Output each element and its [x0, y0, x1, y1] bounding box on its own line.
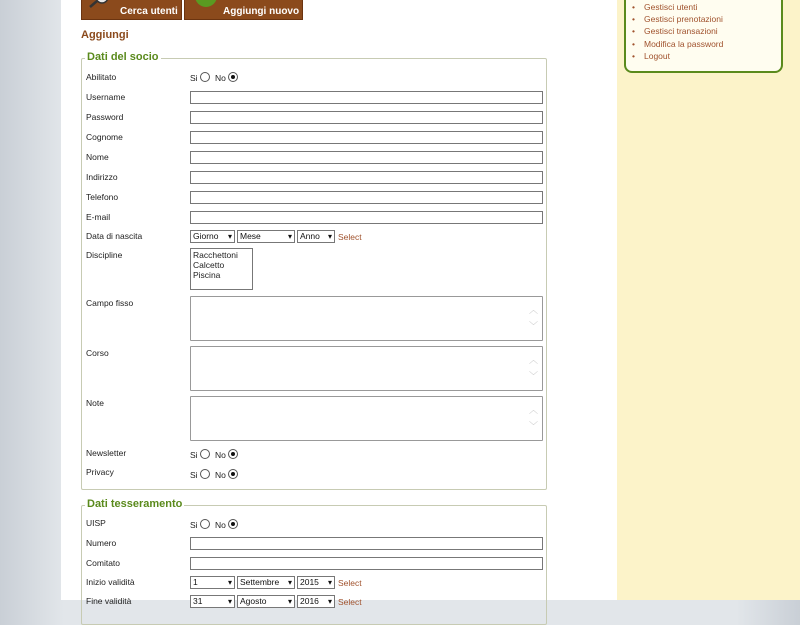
end-validity-label: Fine validità: [86, 596, 132, 606]
privacy-yes-label: Si: [190, 470, 198, 480]
end-day-select[interactable]: [190, 595, 235, 608]
surname-input[interactable]: [190, 131, 543, 144]
notes-label: Note: [86, 398, 104, 408]
menu-item-label: Gestisci prenotazioni: [644, 14, 723, 25]
chevron-down-icon: ▾: [327, 232, 332, 241]
menu-item-label: Logout: [644, 50, 670, 61]
newsletter-radio-group: [190, 449, 241, 461]
discipline-option[interactable]: Racchettoni: [193, 250, 238, 260]
end-day-value: 31: [193, 596, 203, 606]
address-label: Indirizzo: [86, 172, 118, 182]
end-select-link[interactable]: Select: [338, 597, 362, 607]
birth-select-link[interactable]: Select: [338, 232, 362, 242]
password-input[interactable]: [190, 111, 543, 124]
start-select-link[interactable]: Select: [338, 578, 362, 588]
course-label: Corso: [86, 348, 109, 358]
number-label: Numero: [86, 538, 117, 548]
enabled-label: Abilitato: [86, 72, 117, 82]
bullet-icon: •: [632, 14, 635, 25]
chevron-down-icon: ▾: [227, 578, 232, 587]
birth-day-value: Giorno: [193, 231, 219, 241]
menu-item-label: Gestisci utenti: [644, 2, 698, 12]
menu-item-manage-users[interactable]: [632, 2, 723, 14]
enabled-radio-group: [190, 72, 241, 84]
chevron-down-icon: ▾: [327, 597, 332, 606]
privacy-label: Privacy: [86, 467, 114, 477]
uisp-radio-group: [190, 519, 241, 531]
name-label: Nome: [86, 152, 109, 162]
committee-label: Comitato: [86, 558, 121, 568]
bullet-icon: •: [632, 38, 635, 49]
chevron-down-icon: ▾: [327, 578, 332, 587]
privacy-no-label: No: [214, 470, 226, 480]
chevron-down-icon: ▾: [227, 597, 232, 606]
discipline-option[interactable]: Calcetto: [193, 260, 225, 270]
number-input[interactable]: [190, 537, 543, 550]
phone-label: Telefono: [86, 192, 119, 202]
admin-menu: [624, 0, 783, 73]
end-month-value: Agosto: [240, 596, 267, 606]
newsletter-yes-label: Si: [190, 450, 198, 460]
privacy-radio-group: [190, 469, 241, 481]
member-legend: Dati del socio: [87, 51, 159, 63]
course-textarea[interactable]: [190, 346, 543, 391]
chevron-down-icon: ▾: [287, 232, 292, 241]
disciplines-label: Discipline: [86, 250, 123, 260]
birth-year-value: Anno: [300, 231, 320, 241]
notes-textarea[interactable]: [190, 396, 543, 441]
end-year-value: 2016: [300, 596, 319, 606]
discipline-option[interactable]: Piscina: [193, 270, 221, 280]
uisp-no-radio[interactable]: [228, 519, 238, 529]
uisp-label: UISP: [86, 518, 106, 528]
menu-item-change-password[interactable]: [632, 39, 723, 51]
enabled-no-label: No: [214, 73, 226, 83]
menu-item-manage-bookings[interactable]: [632, 14, 723, 26]
uisp-no-label: No: [214, 520, 226, 530]
search-users-label: Cerca utenti: [120, 6, 178, 17]
menu-item-label: Modifica la password: [644, 38, 724, 49]
newsletter-label: Newsletter: [86, 448, 127, 458]
field-label: Campo fisso: [86, 298, 134, 308]
scroll-down-icon[interactable]: ﹀: [528, 371, 538, 381]
username-input[interactable]: [190, 91, 543, 104]
password-label: Password: [86, 112, 124, 122]
add-icon: [195, 0, 217, 7]
privacy-no-radio[interactable]: [228, 469, 238, 479]
phone-input[interactable]: [190, 191, 543, 204]
scroll-up-icon[interactable]: ︿: [528, 305, 538, 315]
newsletter-no-radio[interactable]: [228, 449, 238, 459]
username-label: Username: [86, 92, 126, 102]
chevron-down-icon: ▾: [287, 597, 292, 606]
end-year-select[interactable]: [297, 595, 335, 608]
chevron-down-icon: ▾: [287, 578, 292, 587]
address-input[interactable]: [190, 171, 543, 184]
start-month-value: Settembre: [240, 577, 280, 587]
main-content: [61, 0, 617, 607]
enabled-yes-radio[interactable]: [200, 72, 210, 82]
uisp-yes-label: Si: [190, 520, 198, 530]
birth-date-label: Data di nascita: [86, 231, 143, 241]
birth-year-select[interactable]: [297, 230, 335, 243]
start-day-value: 1: [193, 577, 198, 587]
bullet-icon: •: [632, 26, 635, 37]
start-month-select[interactable]: [237, 576, 295, 589]
enabled-no-radio[interactable]: [228, 72, 238, 82]
email-input[interactable]: [190, 211, 543, 224]
add-new-button[interactable]: [184, 0, 303, 20]
enabled-yes-label: Si: [190, 73, 198, 83]
start-year-value: 2015: [300, 577, 319, 587]
add-new-label: Aggiungi nuovo: [223, 6, 300, 17]
start-day-select[interactable]: [190, 576, 235, 589]
birth-month-value: Mese: [240, 231, 261, 241]
scroll-up-icon[interactable]: ︿: [528, 355, 538, 365]
email-label: E-mail: [86, 212, 111, 222]
sidebar: [617, 0, 800, 600]
birth-month-select[interactable]: [237, 230, 295, 243]
end-month-select[interactable]: [237, 595, 295, 608]
menu-item-logout[interactable]: [632, 51, 723, 63]
member-fieldset: [81, 51, 547, 490]
scroll-down-icon[interactable]: ﹀: [528, 321, 538, 331]
privacy-yes-radio[interactable]: [200, 469, 210, 479]
membership-legend: Dati tesseramento: [87, 498, 183, 510]
scroll-up-icon[interactable]: ︿: [528, 405, 538, 415]
newsletter-yes-radio[interactable]: [200, 449, 210, 459]
field-textarea[interactable]: [190, 296, 543, 341]
start-validity-label: Inizio validità: [86, 577, 135, 587]
surname-label: Cognome: [86, 132, 123, 142]
membership-fieldset: [81, 498, 547, 625]
uisp-yes-radio[interactable]: [200, 519, 210, 529]
magnifier-icon: [88, 0, 110, 8]
committee-input[interactable]: [190, 557, 543, 570]
bullet-icon: •: [632, 50, 635, 61]
page: [61, 0, 739, 607]
birth-day-select[interactable]: [190, 230, 235, 243]
menu-item-label: Gestisci transazioni: [644, 26, 718, 37]
search-users-button[interactable]: [81, 0, 182, 20]
newsletter-no-label: No: [214, 450, 226, 460]
admin-menu-list: [632, 2, 723, 63]
bullet-icon: •: [632, 2, 635, 12]
start-year-select[interactable]: [297, 576, 335, 589]
chevron-down-icon: ▾: [227, 232, 232, 241]
scroll-down-icon[interactable]: ﹀: [528, 421, 538, 431]
page-title: Aggiungi: [81, 29, 129, 41]
name-input[interactable]: [190, 151, 543, 164]
disciplines-listbox[interactable]: [190, 248, 253, 290]
menu-item-manage-transactions[interactable]: [632, 26, 723, 38]
